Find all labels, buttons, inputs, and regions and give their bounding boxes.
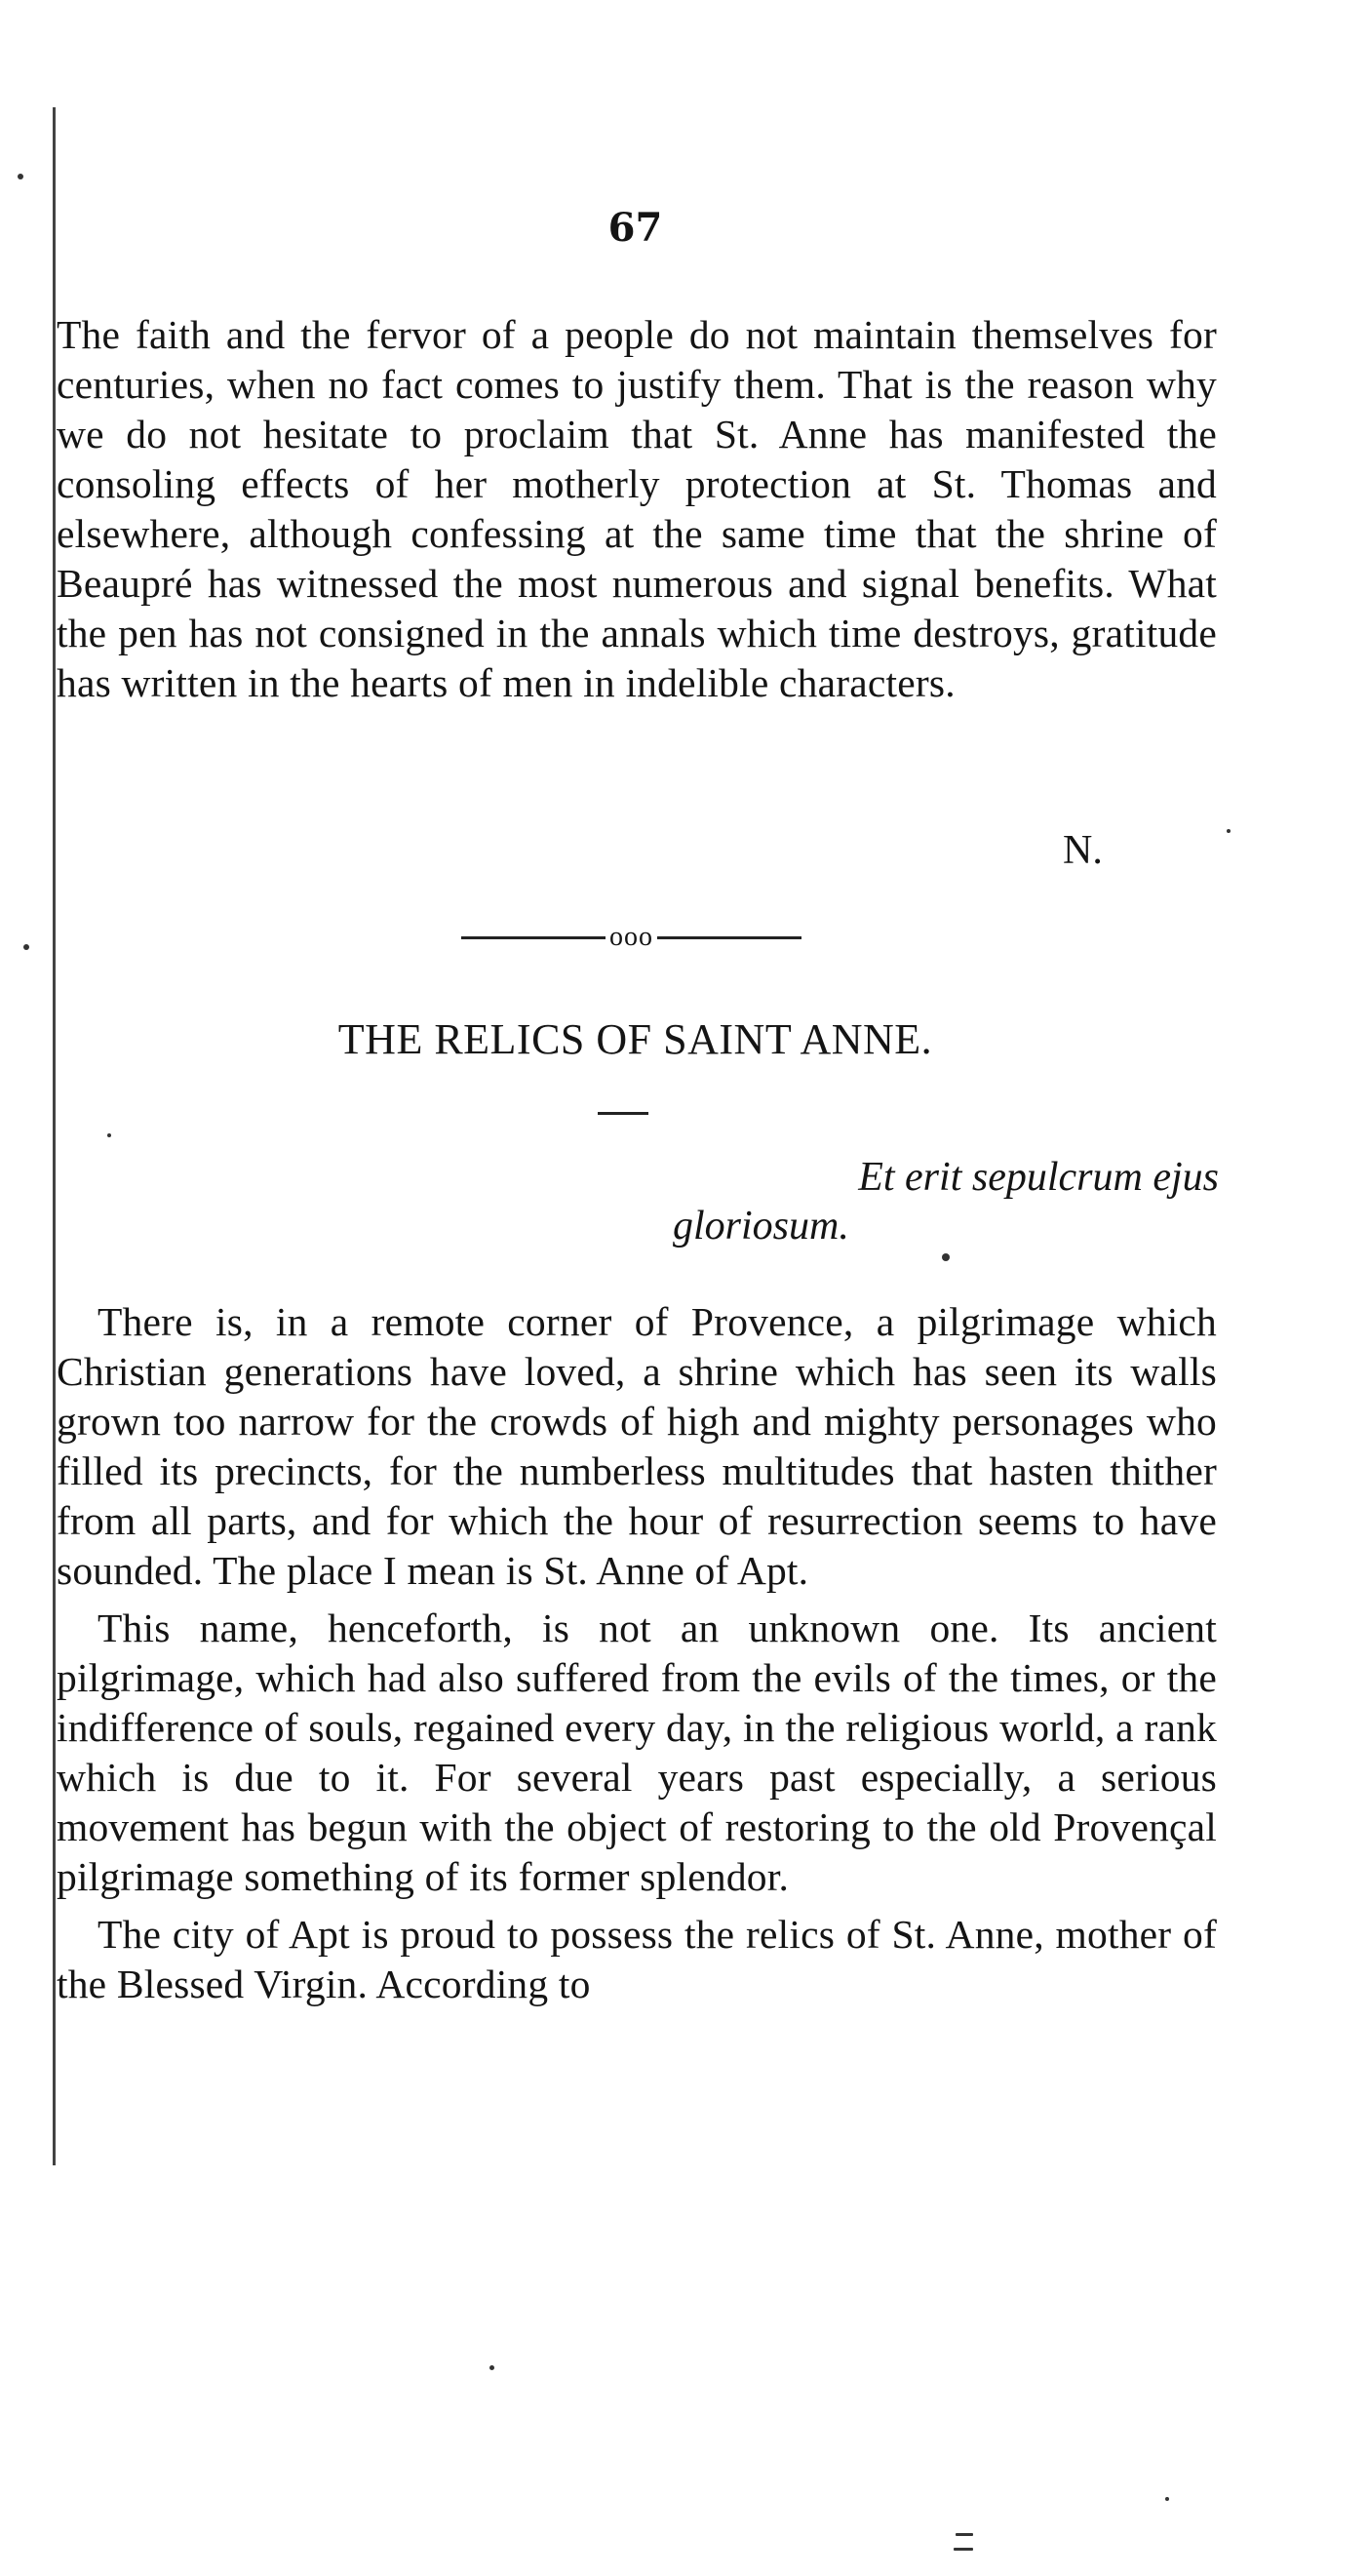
paragraph: The city of Apt is proud to possess the relics of St. Anne, mother of the Blessed Virgin. According to bbox=[57, 1912, 1217, 2006]
body-text bbox=[57, 1297, 1217, 2017]
epigraph-line-2: gloriosum. bbox=[673, 1204, 849, 1248]
opening-paragraph: The faith and the fervor of a people do not maintain themselves for centuries, when no fact comes to justify them. That is the reason why we do not hesitate to proclaim that St. Anne has manifested the consoling effects of her motherly protection at St. Thomas and elsewhere, although confessing at the same time that the shrine of Beaupré has witnessed the most numerous and signal benefits. What the pen has not consigned in the annals which time destroys, gratitude has written in the hearts of men in indelible characters. bbox=[57, 312, 1217, 705]
scan-speck bbox=[107, 1133, 111, 1137]
section-separator bbox=[444, 912, 819, 963]
paragraph: There is, in a remote corner of Provence, a pilgrimage which Christian generations have loved, a shrine which has seen its walls grown too narrow for the crowds of high and mighty personages who filled its precincts, for the numberless multitudes that hasten thither from all parts, and for which the hour of resurrection seems to have sounded. The place I mean is St. Anne of Apt. bbox=[57, 1299, 1217, 1593]
scan-speck bbox=[1227, 829, 1231, 833]
page-number: 67 bbox=[607, 205, 663, 251]
scan-speck bbox=[942, 1253, 950, 1261]
scan-speck bbox=[18, 174, 23, 179]
epigraph-line-1: Et erit sepulcrum ejus bbox=[858, 1155, 1219, 1200]
author-signature: N. bbox=[1063, 828, 1103, 873]
separator-line-right bbox=[657, 936, 801, 939]
scan-speck bbox=[954, 2548, 973, 2551]
scan-speck bbox=[23, 944, 29, 950]
separator-line-left bbox=[461, 936, 606, 939]
scan-speck bbox=[956, 2533, 973, 2536]
scan-speck bbox=[489, 2365, 494, 2370]
title-rule bbox=[598, 1112, 648, 1115]
opening-paragraph-block bbox=[57, 310, 1217, 708]
epigraph bbox=[673, 1153, 1219, 1250]
separator-mark: ooo bbox=[609, 922, 653, 952]
scan-speck bbox=[1165, 2497, 1169, 2501]
binding-edge-line bbox=[53, 107, 56, 2165]
paragraph: This name, henceforth, is not an unknown one. Its ancient pilgrimage, which had also suffered from the evils of the times, or the indifference of souls, regained every day, in the religious world, a rank which is due to it. For several years past especially, a serious movement has begun with the object of restoring to the old Provençal pilgrimage something of its former splendor. bbox=[57, 1605, 1217, 1899]
section-title: THE RELICS OF SAINT ANNE. bbox=[337, 1015, 933, 1063]
